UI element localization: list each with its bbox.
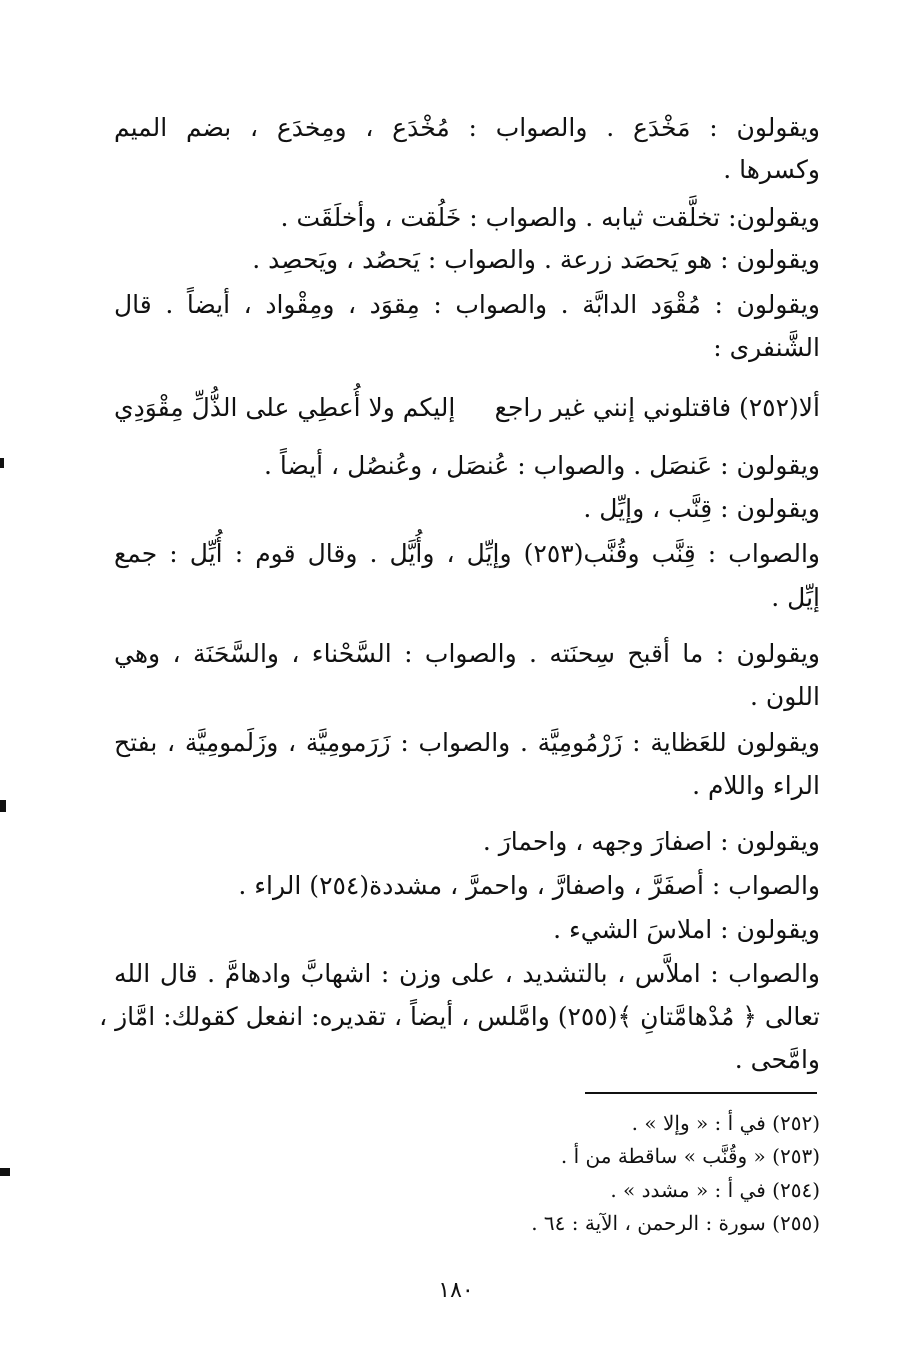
- text-line: ويقولون : هو يَحصَد زرعة . والصواب : يَحصُد ، ويَحصِد .: [252, 245, 820, 274]
- footnote: (٢٥٥) سورة : الرحمن ، الآية : ٦٤ .: [531, 1211, 820, 1235]
- text-line: ويقولون : قِنَّب ، وإيِّل .: [583, 494, 820, 523]
- footnote: (٢٥٣) « وقُنَّب » ساقطة من أ .: [560, 1144, 820, 1168]
- text-line: تعالى ﴿ مُدْهامَّتانِ ﴾(٢٥٥) وامَّلس ، أيضاً ، تقديره: انفعل كقولك: امَّاز ،: [99, 1002, 820, 1031]
- scan-edge-mark: [0, 1168, 10, 1176]
- text-line: إيِّل .: [771, 583, 820, 612]
- text-line: ويقولون : عَنصَل . والصواب : عُنصَل ، وعُنصُل ، أيضاً .: [264, 451, 820, 480]
- text-line: ويقولون : اصفارَ وجهه ، واحمارَ .: [482, 827, 820, 856]
- text-line: ويقولون للعَظاية : زَرْمُومِيَّة . والصواب : زَرَمومِيَّة ، وزَلَمومِيَّة ، بفتح: [114, 728, 820, 757]
- text-line: الشَّنفرى :: [713, 333, 820, 362]
- text-line: وكسرها .: [723, 155, 820, 184]
- footnote: (٢٥٢) في أ : « وإلا » .: [631, 1111, 820, 1135]
- text-line: ويقولون : مُقْوَد الدابَّة . والصواب : مِقوَد ، ومِقْواد ، أيضاً . قال: [114, 290, 820, 319]
- text-line: ويقولون: تخلَّقت ثيابه . والصواب : خَلُقت ، وأخلَقَت .: [280, 203, 820, 232]
- page-number: ١٨٠: [438, 1278, 474, 1303]
- text-line: وامَّحى .: [734, 1045, 820, 1074]
- text-line: والصواب : أصفَرَّ ، واصفارَّ ، واحمرَّ ، مشددة(٢٥٤) الراء .: [238, 871, 820, 900]
- text-line: الراء واللام .: [692, 771, 820, 800]
- footnote: (٢٥٤) في أ : « مشدد » .: [610, 1178, 820, 1202]
- scan-edge-mark: [0, 458, 4, 468]
- text-line: والصواب : قِنَّب وقُنَّب(٢٥٣) وإيِّل ، وأُيَّل . وقال قوم : أُيِّل : جمع: [114, 539, 820, 568]
- scan-edge-mark: [0, 800, 6, 812]
- text-line: ويقولون : مَخْدَع . والصواب : مُخْدَع ، ومِخدَع ، بضم الميم: [114, 113, 820, 142]
- text-line: اللون .: [749, 682, 820, 711]
- verse-second-hemistich: إليكم ولا أُعطِي على الذُّلِّ مِقْوَدِي: [114, 393, 456, 422]
- text-line: ويقولون : املاسَ الشيء .: [553, 915, 820, 944]
- verse-first-hemistich: ألا(٢٥٢) فاقتلوني إنني غير راجع: [494, 393, 820, 422]
- text-line: والصواب : املاَّس ، بالتشديد ، على وزن : اشهابَّ وادهامَّ . قال الله: [114, 959, 820, 988]
- poetry-verse: [114, 388, 820, 428]
- footnote-separator: [585, 1092, 817, 1094]
- text-line: ويقولون : ما أقبح سِحنَته . والصواب : السَّحْناء ، والسَّحَنَة ، وهي: [114, 639, 820, 668]
